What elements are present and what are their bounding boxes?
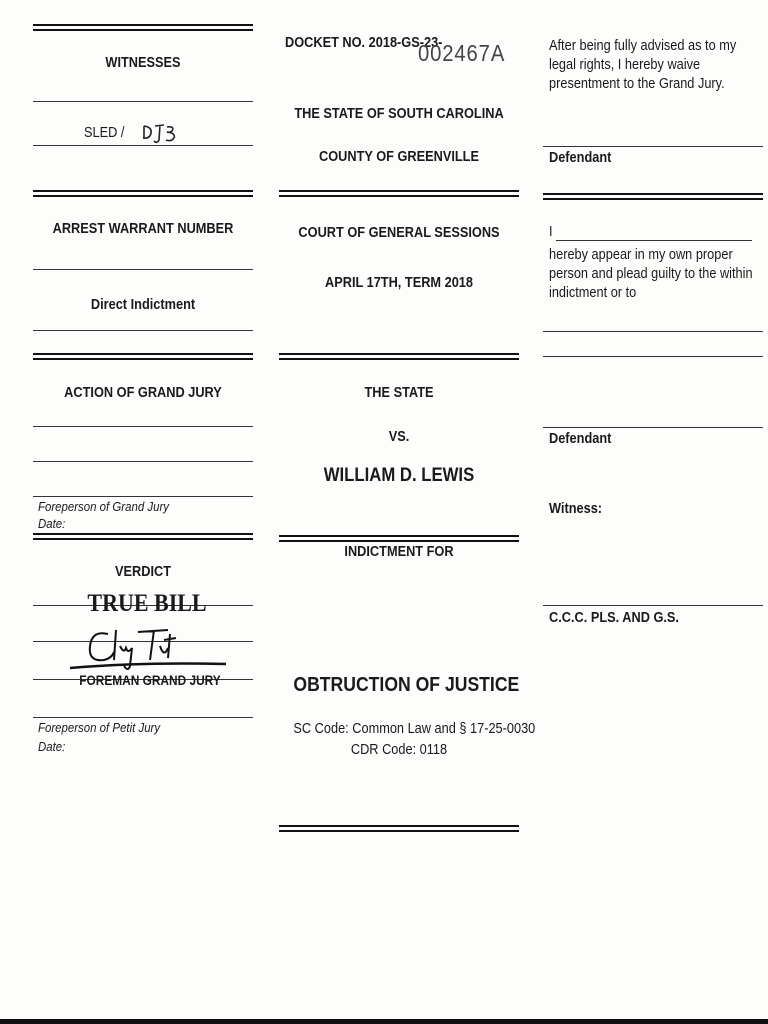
left-double-rule-2 xyxy=(33,190,253,197)
plea-blank-line-1 xyxy=(543,331,763,332)
center-double-rule-4 xyxy=(279,825,519,832)
grand-jury-heading: ACTION OF GRAND JURY xyxy=(64,385,222,401)
petit-jury-date-label: Date: xyxy=(38,739,66,754)
arrest-warrant-line-2 xyxy=(33,330,253,331)
defendant-signature-line-1 xyxy=(543,146,763,147)
defendant-label-1: Defendant xyxy=(549,150,612,166)
cdr-code-line: CDR Code: 0118 xyxy=(350,742,448,758)
county-line: COUNTY OF GREENVILLE xyxy=(319,149,479,165)
sled-label: SLED / xyxy=(84,125,125,141)
grand-jury-foreperson-label: Foreperson of Grand Jury xyxy=(38,499,169,514)
left-double-rule-4 xyxy=(33,533,253,540)
grand-jury-line-2 xyxy=(33,461,253,462)
arrest-warrant-value: Direct Indictment xyxy=(90,297,196,313)
petit-jury-line xyxy=(33,717,253,718)
scan-bottom-edge xyxy=(0,1019,768,1024)
court-line: COURT OF GENERAL SESSIONS xyxy=(298,225,500,241)
vs-label: VS. xyxy=(388,429,410,445)
docket-label: DOCKET NO. 2018-GS-23- xyxy=(285,35,443,51)
left-top-double-rule xyxy=(33,24,253,31)
ccc-line: C.C.C. PLS. AND G.S. xyxy=(549,610,679,626)
defendant-signature-line-2 xyxy=(543,427,763,428)
defendant-label-2: Defendant xyxy=(549,431,612,447)
sc-code-line: SC Code: Common Law and § 17-25-0030 xyxy=(293,721,536,737)
plea-i: I xyxy=(549,224,553,240)
the-state-label: THE STATE xyxy=(364,385,434,401)
witness-line-2 xyxy=(33,145,253,146)
true-bill-stamp: TRUE BILL xyxy=(87,590,207,617)
grand-jury-date-label: Date: xyxy=(38,516,66,531)
waiver-text: After being fully advised as to my legal rights, I hereby waive presentment to the Grand Jury. xyxy=(549,38,737,92)
left-double-rule-3 xyxy=(33,353,253,360)
center-double-rule-1 xyxy=(279,190,519,197)
defendant-name: WILLIAM D. LEWIS xyxy=(323,465,475,486)
term-line: APRIL 17TH, TERM 2018 xyxy=(325,275,473,291)
plea-text: hereby appear in my own proper person and plead guilty to the within indictment or to xyxy=(549,247,753,301)
plea-name-line xyxy=(556,240,752,241)
grand-jury-line-1 xyxy=(33,426,253,427)
right-double-rule-1 xyxy=(543,193,763,200)
witness-line-1 xyxy=(33,101,253,102)
foreman-label: FOREMAN GRAND JURY xyxy=(79,673,221,688)
center-double-rule-3 xyxy=(279,535,519,542)
witnesses-heading: WITNESSES xyxy=(105,55,181,71)
petit-jury-foreperson-label: Foreperson of Petit Jury xyxy=(38,720,161,735)
grand-jury-line-3 xyxy=(33,496,253,497)
docket-handwritten-number: 002467A xyxy=(418,40,506,66)
plea-blank-line-2 xyxy=(543,356,763,357)
arrest-warrant-line xyxy=(33,269,253,270)
verdict-heading: VERDICT xyxy=(114,564,172,580)
foreman-signature xyxy=(68,624,228,672)
center-double-rule-2 xyxy=(279,353,519,360)
state-line: THE STATE OF SOUTH CAROLINA xyxy=(294,106,504,122)
witness-label: Witness: xyxy=(549,501,603,517)
witness-signature-line xyxy=(543,605,763,606)
charge-title: OBTRUCTION OF JUSTICE xyxy=(293,674,520,696)
indictment-for-label: INDICTMENT FOR xyxy=(344,544,454,560)
arrest-warrant-heading: ARREST WARRANT NUMBER xyxy=(52,221,234,237)
sled-handwritten-initials xyxy=(140,120,180,146)
